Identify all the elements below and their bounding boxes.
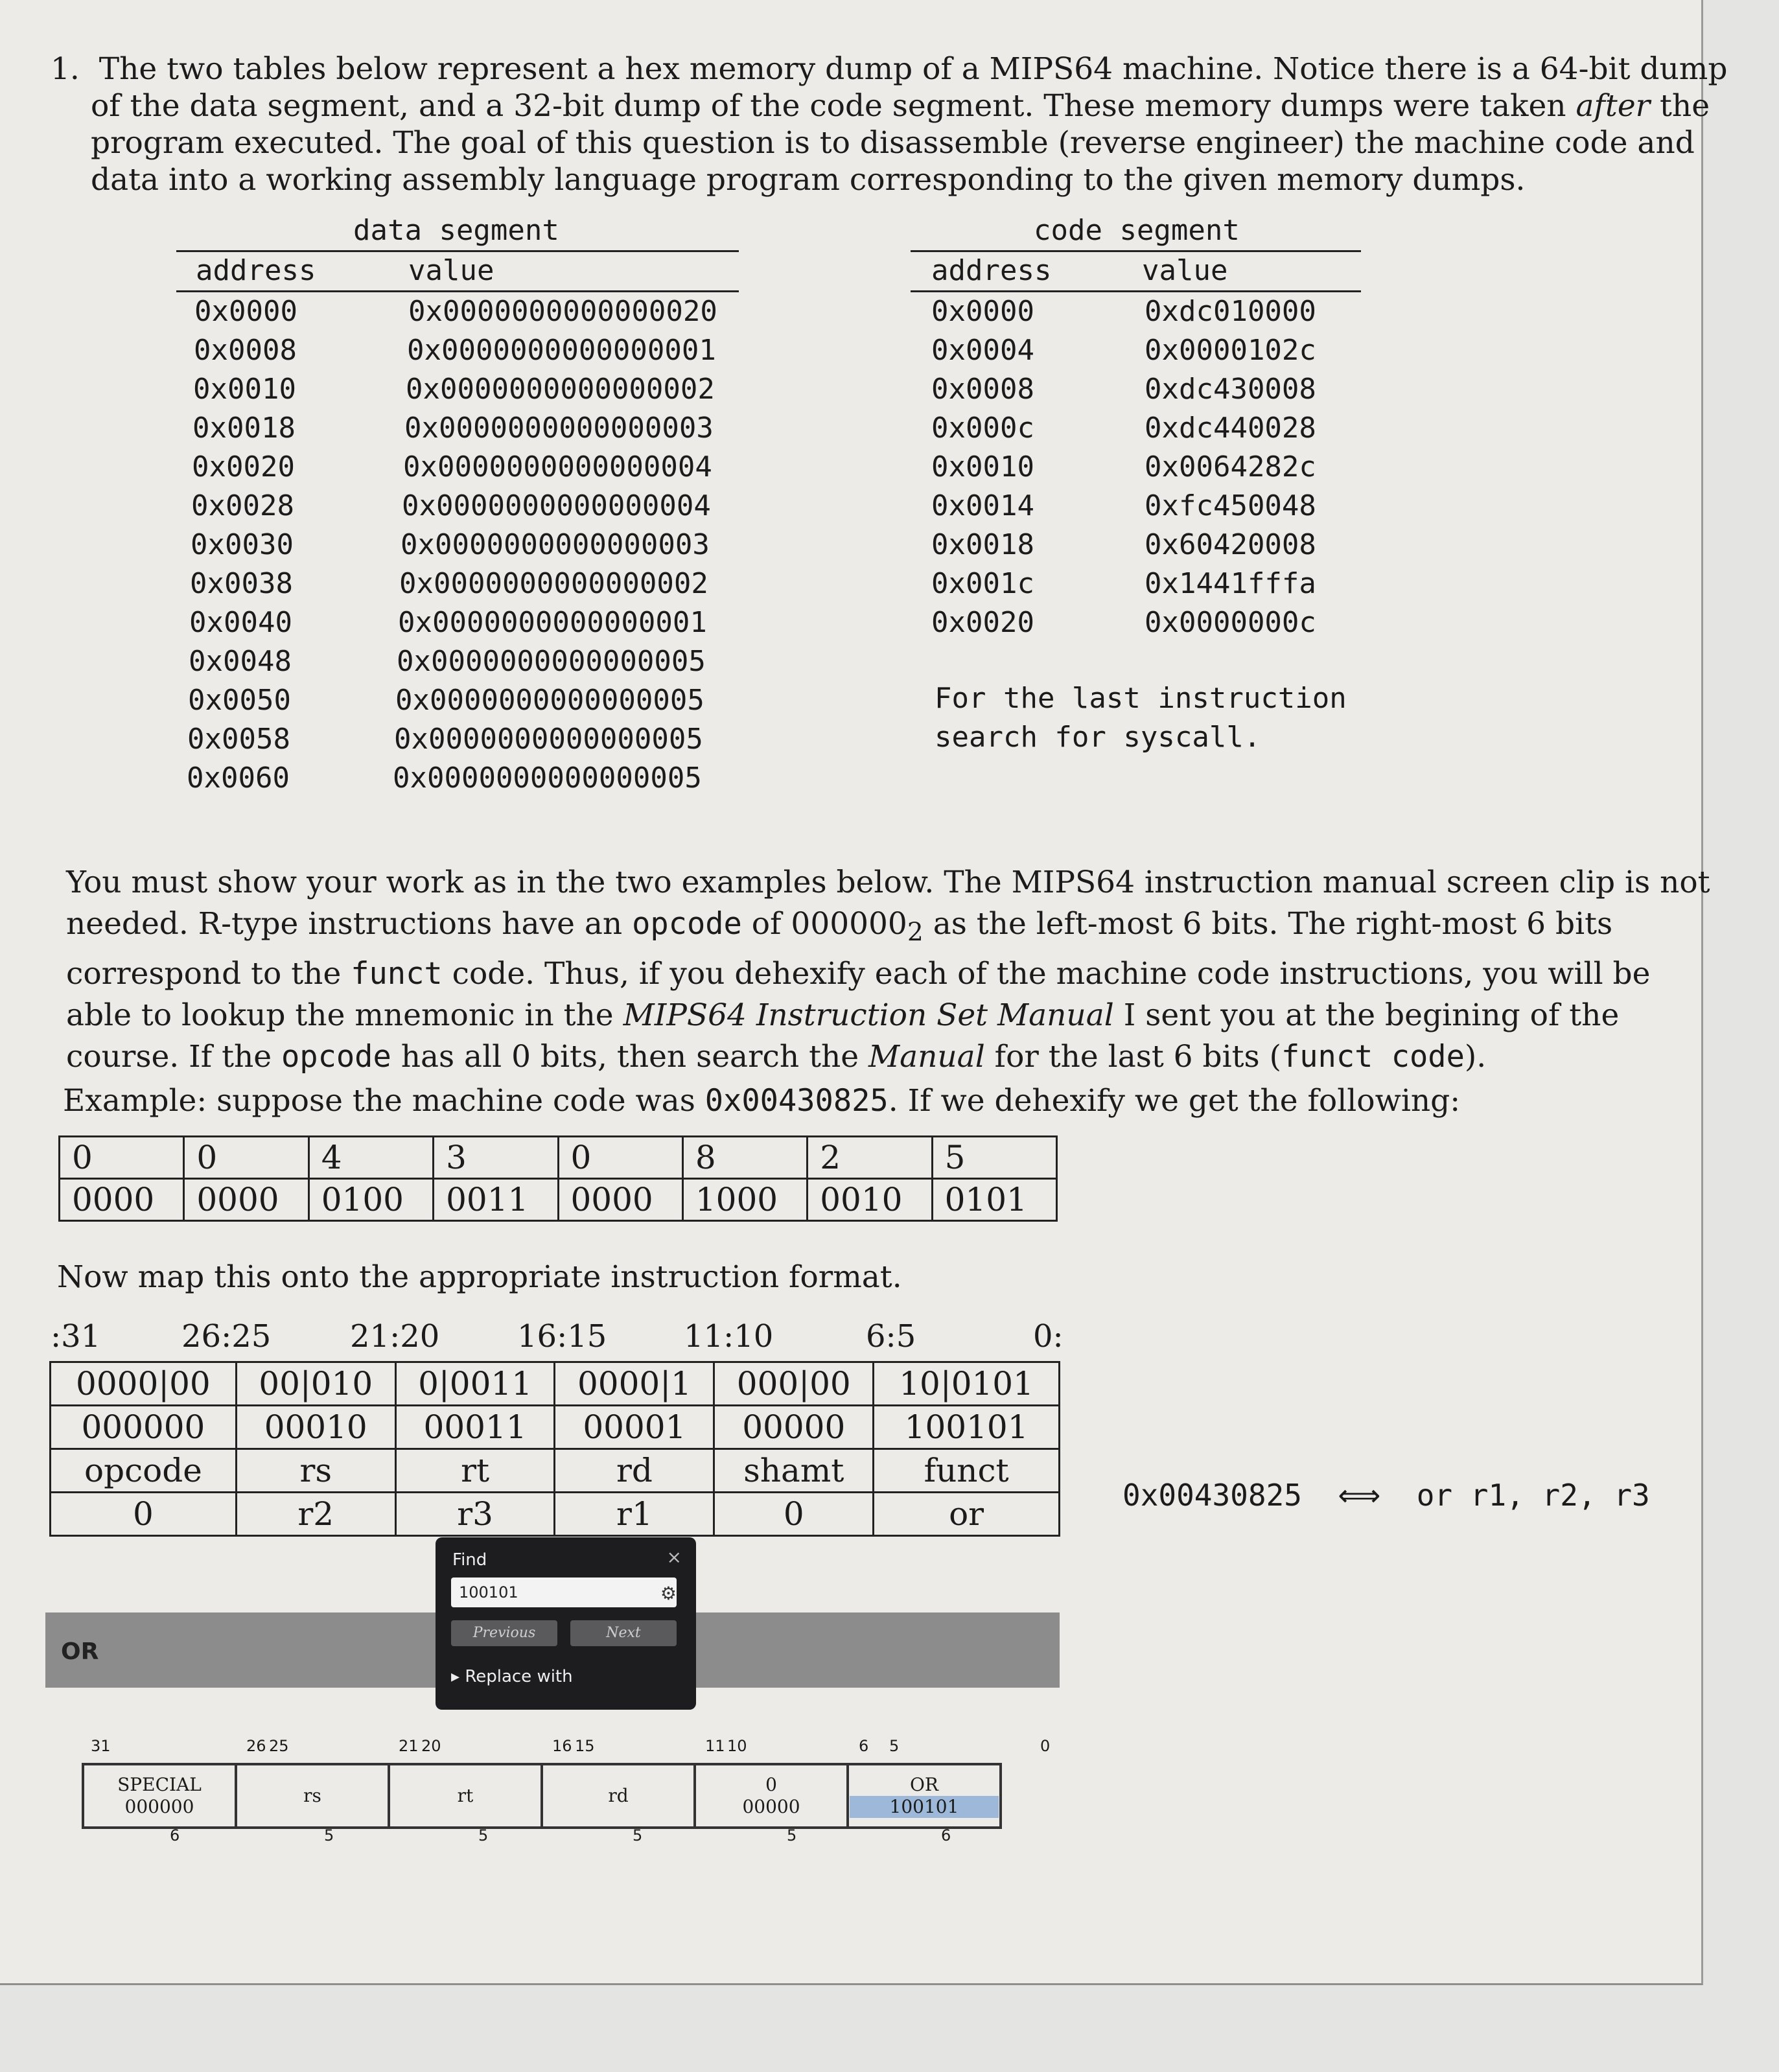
hex-digit-cell: 0 (60, 1137, 184, 1179)
manual-format-cell (389, 1764, 542, 1828)
format-bits-cell: 000000 (51, 1406, 237, 1449)
manual-or-label: OR (61, 1638, 99, 1665)
hex-digit-cell: 2 (808, 1137, 932, 1179)
data-row-address: 0x0010 (193, 373, 296, 406)
code-row-address: 0x0014 (931, 489, 1034, 522)
data-segment-top-rule (176, 250, 739, 252)
data-row-value: 0x0000000000000005 (394, 723, 703, 756)
format-value-cell: 0 (51, 1493, 237, 1536)
code-segment-top-rule (911, 250, 1361, 252)
data-row-value: 0x0000000000000005 (393, 762, 702, 795)
code-note-line2: search for syscall. (935, 721, 1261, 754)
manual-bit-position: 11 (705, 1737, 725, 1755)
manual-cell-line1: rt (457, 1785, 474, 1806)
code-row-value: 0xdc430008 (1145, 373, 1316, 406)
manual-field-width: 5 (478, 1826, 489, 1845)
manual-cell-line2: 100101 (850, 1796, 999, 1818)
manual-cell-line1: rs (303, 1785, 321, 1806)
manual-format-cell (695, 1764, 848, 1828)
manual-field-width: 5 (787, 1826, 797, 1845)
previous-button[interactable]: Previous (451, 1620, 557, 1646)
code-col-value: value (1142, 254, 1228, 287)
data-row-value: 0x0000000000000002 (406, 373, 715, 406)
data-row-value: 0x0000000000000004 (403, 450, 712, 483)
data-row-address: 0x0020 (192, 450, 295, 483)
data-col-value: value (408, 254, 494, 287)
format-split-cell: 0000|00 (51, 1362, 237, 1406)
equivalence-arrow: ⟺ (1338, 1478, 1381, 1513)
manual-bit-position: 15 (575, 1737, 595, 1755)
code-row-value: 0x0000102c (1145, 334, 1316, 367)
hex-digit-cell: 0 (558, 1137, 682, 1179)
format-bits-cell: 00000 (714, 1406, 874, 1449)
question-number: 1. (51, 51, 80, 87)
format-bits-cell: 00011 (395, 1406, 555, 1449)
code-row-address: 0x000c (931, 412, 1034, 445)
data-row-value: 0x0000000000000002 (399, 567, 708, 600)
format-split-cell: 0000|1 (555, 1362, 714, 1406)
format-split-cell: 00|010 (236, 1362, 395, 1406)
find-title: Find (452, 1550, 487, 1570)
format-value-cell: or (874, 1493, 1060, 1536)
format-values-row (51, 1493, 1060, 1536)
hex-digit-cell: 0 (184, 1137, 308, 1179)
next-button[interactable]: Next (570, 1620, 677, 1646)
manual-field-width: 6 (170, 1826, 180, 1845)
code-note-line1: For the last instruction (935, 682, 1347, 715)
example-line: Example: suppose the machine code was 0x00430825. If we dehexify we get the following: (63, 1083, 1461, 1119)
format-split-row (51, 1362, 1060, 1406)
code-row-value: 0x0000000c (1145, 606, 1316, 639)
manual-cell-line2: 000000 (124, 1796, 194, 1817)
question-intro: 1. The two tables below represent a hex memory dump of a MIPS64 machine. Notice there is a 64-bit dump of the data segment, and a 32-bit dump of the code segment. These memory dumps were taken after the program executed. The goal of this question is to disassemble (reverse engineer) the machine code and data into a working assembly language program corresponding to the given memory dumps. (51, 51, 1728, 198)
map-instruction-text: Now map this onto the appropriate instruction format. (57, 1259, 902, 1295)
manual-field-width: 6 (941, 1826, 951, 1845)
hex-digit-cell: 3 (434, 1137, 558, 1179)
bit-label: 16:15 (517, 1318, 607, 1355)
code-row-value: 0x60420008 (1145, 528, 1316, 561)
nibble-cell: 0011 (434, 1179, 558, 1221)
gear-icon[interactable]: ⚙ (660, 1583, 677, 1604)
data-row-value: 0x0000000000000003 (404, 412, 714, 445)
nibble-cell: 0101 (932, 1179, 1056, 1221)
manual-bit-position: 10 (727, 1737, 747, 1755)
code-row-address: 0x0004 (931, 334, 1034, 367)
find-input[interactable] (451, 1577, 677, 1607)
format-split-cell: 000|00 (714, 1362, 874, 1406)
bit-label: 0: (1033, 1318, 1064, 1355)
format-value-cell: r3 (395, 1493, 555, 1536)
data-row-address: 0x0008 (194, 334, 297, 367)
manual-bit-position: 0 (1040, 1737, 1051, 1755)
instruction-format-table (49, 1361, 1060, 1537)
result-assembly: or r1, r2, r3 (1416, 1478, 1650, 1513)
format-split-cell: 10|0101 (874, 1362, 1060, 1406)
format-bits-cell: 00001 (555, 1406, 714, 1449)
nibble-cell: 0100 (308, 1179, 433, 1221)
manual-cell-line1: 0 (765, 1774, 777, 1795)
code-row-address: 0x001c (931, 567, 1034, 600)
data-row-value: 0x0000000000000001 (407, 334, 716, 367)
code-row-address: 0x0000 (931, 295, 1034, 328)
format-bits-cell: 100101 (874, 1406, 1060, 1449)
data-row-address: 0x0040 (189, 606, 292, 639)
hex-digit-cell: 8 (682, 1137, 807, 1179)
manual-bit-position: 25 (269, 1737, 289, 1755)
format-field-cell: rd (555, 1449, 714, 1493)
format-value-cell: r1 (555, 1493, 714, 1536)
code-segment-header-rule (911, 290, 1361, 292)
nibble-cell: 1000 (682, 1179, 807, 1221)
nibble-row (60, 1179, 1057, 1221)
data-row-value: 0x0000000000000003 (401, 528, 710, 561)
data-row-address: 0x0058 (187, 723, 290, 756)
code-row-address: 0x0020 (931, 606, 1034, 639)
format-field-cell: opcode (51, 1449, 237, 1493)
format-bits-cell: 00010 (236, 1406, 395, 1449)
code-row-address: 0x0018 (931, 528, 1034, 561)
manual-format-cell (848, 1764, 1001, 1828)
data-row-value: 0x0000000000000020 (408, 295, 717, 328)
manual-field-width: 5 (324, 1826, 334, 1845)
format-field-cell: funct (874, 1449, 1060, 1493)
data-row-value: 0x0000000000000005 (397, 645, 706, 678)
dehexify-table (58, 1135, 1058, 1222)
manual-cell-line1: SPECIAL (117, 1774, 202, 1795)
code-segment-title: code segment (1034, 214, 1240, 247)
format-fields-row (51, 1449, 1060, 1493)
manual-or-format-table (82, 1763, 1002, 1829)
hex-digit-row (60, 1137, 1057, 1179)
nibble-cell: 0000 (60, 1179, 184, 1221)
manual-format-cell (236, 1764, 389, 1828)
manual-format-cell (542, 1764, 695, 1828)
data-row-value: 0x0000000000000004 (402, 489, 711, 522)
code-row-value: 0x1441fffa (1145, 567, 1316, 600)
bit-label: 6:5 (866, 1318, 916, 1355)
manual-cell-line1: rd (608, 1785, 629, 1806)
manual-bit-position: 5 (889, 1737, 900, 1755)
manual-cell-line1: OR (909, 1774, 939, 1795)
data-row-value: 0x0000000000000001 (398, 606, 707, 639)
hex-digit-cell: 4 (308, 1137, 433, 1179)
code-row-value: 0xdc010000 (1145, 295, 1316, 328)
manual-bit-position: 26 (246, 1737, 266, 1755)
nibble-cell: 0000 (558, 1179, 682, 1221)
data-row-address: 0x0030 (191, 528, 294, 561)
bit-label: 26:25 (181, 1318, 272, 1355)
data-row-address: 0x0018 (192, 412, 296, 445)
bit-label: 11:10 (684, 1318, 774, 1355)
data-row-address: 0x0060 (187, 762, 290, 795)
format-split-cell: 0|0011 (395, 1362, 555, 1406)
code-row-value: 0xdc440028 (1145, 412, 1316, 445)
data-row-address: 0x0028 (191, 489, 294, 522)
example-code: 0x00430825 (704, 1083, 889, 1119)
manual-bit-position: 6 (859, 1737, 869, 1755)
manual-cell-line2: 00000 (742, 1796, 800, 1817)
data-segment-header-rule (176, 290, 739, 292)
result-hex: 0x00430825 (1122, 1478, 1302, 1513)
format-field-cell: rt (395, 1449, 555, 1493)
code-col-address: address (931, 254, 1052, 287)
data-row-address: 0x0050 (188, 684, 291, 717)
bit-label: :31 (51, 1318, 101, 1355)
instructions-paragraph: You must show your work as in the two examples below. The MIPS64 instruction manual screen clip is not needed. R-type instructions have an opcode of $000000_2$ as the left-most 6 bits. The right-most 6 bits correspond to the funct code. Thus, if you dehexify each of the machine code instructions, you will be able to lookup the mnemonic in the MIPS64 Instruction Set Manual I sent you at the begining of the course. If the opcode has all 0 bits, then search the Manual for the last 6 bits (funct code). (66, 865, 1710, 1075)
manual-bit-position: 21 (399, 1737, 419, 1755)
result-line (1122, 1478, 1650, 1513)
manual-format-cell (83, 1764, 236, 1828)
data-row-address: 0x0000 (194, 295, 297, 328)
hex-digit-cell: 5 (932, 1137, 1056, 1179)
data-col-address: address (196, 254, 316, 287)
manual-bit-position: 31 (91, 1737, 111, 1755)
close-icon[interactable]: × (666, 1546, 682, 1568)
data-row-address: 0x0038 (190, 567, 293, 600)
format-bits-row (51, 1406, 1060, 1449)
manual-bit-position: 20 (421, 1737, 441, 1755)
bit-label: 21:20 (350, 1318, 440, 1355)
replace-with-toggle[interactable]: ▸ Replace with (451, 1667, 573, 1686)
format-field-cell: rs (236, 1449, 395, 1493)
data-row-value: 0x0000000000000005 (395, 684, 704, 717)
data-row-address: 0x0048 (189, 645, 292, 678)
code-row-value: 0x0064282c (1145, 450, 1316, 483)
data-segment-title: data segment (353, 214, 559, 247)
find-dialog (436, 1537, 696, 1710)
manual-field-width: 5 (633, 1826, 643, 1845)
code-row-address: 0x0008 (931, 373, 1034, 406)
format-value-cell: r2 (236, 1493, 395, 1536)
code-row-value: 0xfc450048 (1145, 489, 1316, 522)
nibble-cell: 0010 (808, 1179, 932, 1221)
manual-bit-position: 16 (552, 1737, 572, 1755)
format-field-cell: shamt (714, 1449, 874, 1493)
code-row-address: 0x0010 (931, 450, 1034, 483)
format-value-cell: 0 (714, 1493, 874, 1536)
nibble-cell: 0000 (184, 1179, 308, 1221)
